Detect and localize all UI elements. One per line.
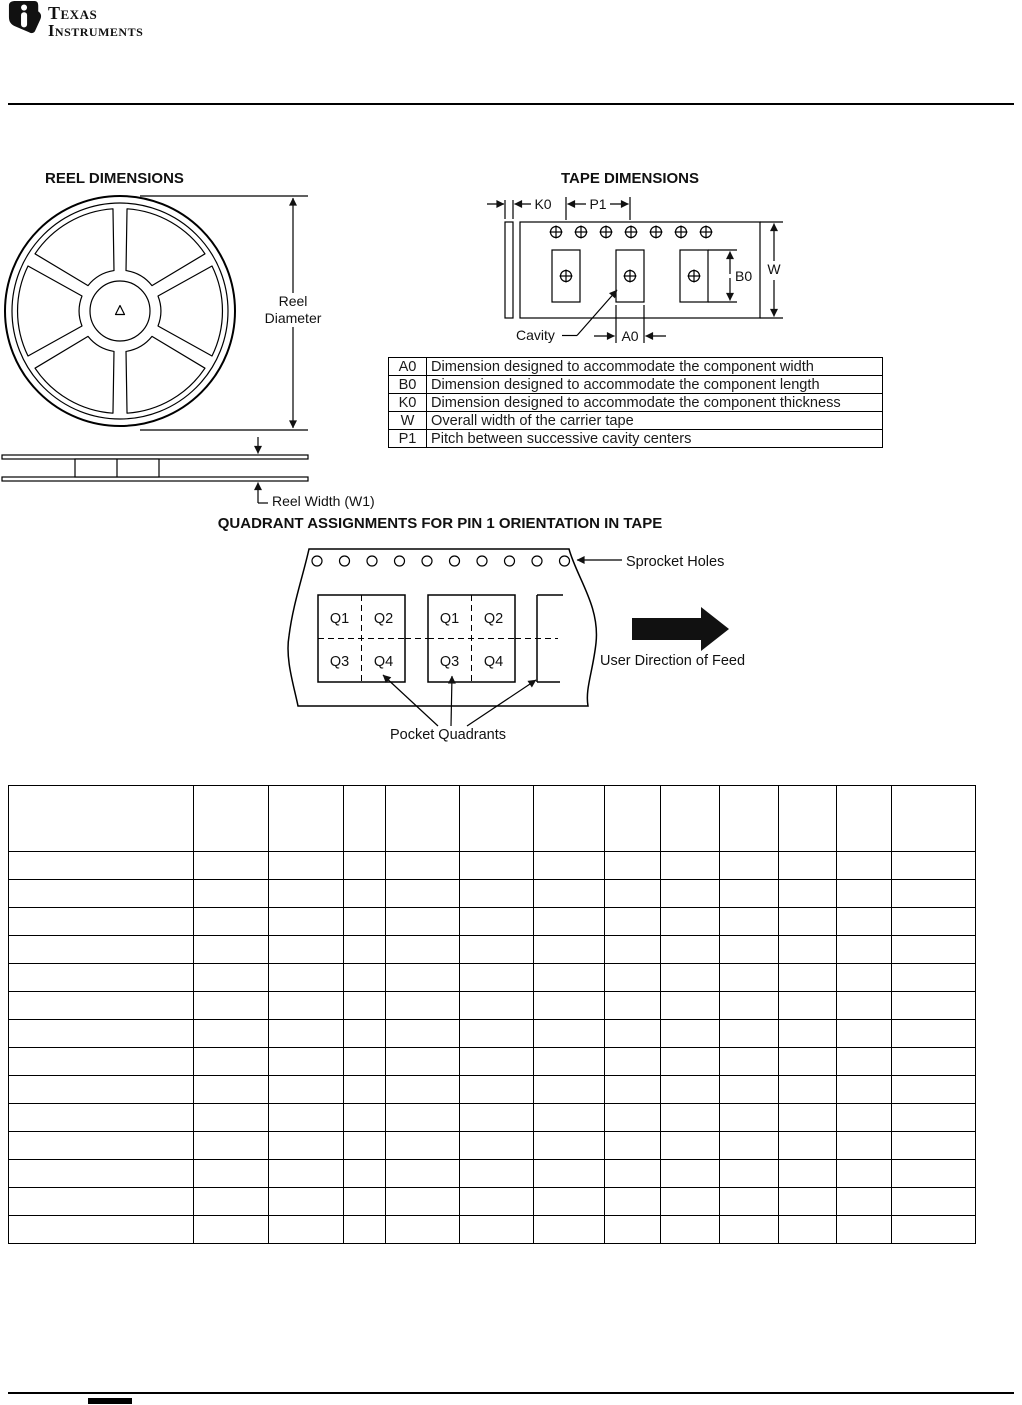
footer-mark <box>88 1398 132 1404</box>
p1-label: P1 <box>589 196 607 212</box>
pocket-2 <box>428 595 515 682</box>
spec-row <box>9 964 976 992</box>
bottom-rule <box>8 1392 1014 1394</box>
q2-label: Q2 <box>373 611 394 627</box>
spec-row <box>9 1104 976 1132</box>
a0-label: A0 <box>621 328 639 344</box>
spec-row <box>9 1132 976 1160</box>
spec-row <box>9 880 976 908</box>
spec-row <box>9 1216 976 1244</box>
q4-label: Q4 <box>373 654 394 670</box>
sprocket-callout <box>577 554 724 570</box>
w-label: W <box>767 261 781 277</box>
q1-label: Q1 <box>329 611 350 627</box>
ti-logo-icon <box>6 0 44 34</box>
spec-row <box>9 992 976 1020</box>
top-rule <box>8 103 1014 105</box>
b0-label: B0 <box>735 268 753 284</box>
spec-table-body <box>9 852 976 1244</box>
table-row: P1 Pitch between successive cavity centers <box>389 430 883 448</box>
feed-arrow-icon <box>632 607 729 651</box>
spec-row <box>9 1160 976 1188</box>
spec-row <box>9 936 976 964</box>
pocket-quadrants-label: Pocket Quadrants <box>389 727 507 743</box>
pocket-1 <box>318 595 405 682</box>
spec-row <box>9 1020 976 1048</box>
tape-figure <box>480 190 900 360</box>
reel-dimensions-title: REEL DIMENSIONS <box>45 170 184 187</box>
q3-label: Q3 <box>439 654 460 670</box>
q3-label: Q3 <box>329 654 350 670</box>
reel-diameter-label: Reel Diameter <box>245 293 341 327</box>
tape-edge-section <box>505 222 513 318</box>
table-row: K0 Dimension designed to accommodate the component thickness <box>389 394 883 412</box>
reel-figure <box>0 185 400 520</box>
table-row: B0 Dimension designed to accommodate the component length <box>389 376 883 394</box>
spec-row <box>9 1188 976 1216</box>
table-row: W Overall width of the carrier tape <box>389 412 883 430</box>
spec-row <box>9 1048 976 1076</box>
dimension-table <box>388 357 883 448</box>
quadrant-title: QUADRANT ASSIGNMENTS FOR PIN 1 ORIENTATION IN TAPE <box>217 515 663 532</box>
brand-line2: Instruments <box>48 21 144 40</box>
tape-cavities <box>552 250 708 302</box>
cavity-label: Cavity <box>516 327 555 343</box>
table-row: A0 Dimension designed to accommodate the component width <box>389 358 883 376</box>
q1-label: Q1 <box>439 611 460 627</box>
feed-direction <box>600 607 745 669</box>
reel-front-view <box>5 196 235 426</box>
spec-table <box>8 785 976 1244</box>
k0-dimension <box>487 196 552 219</box>
spec-row <box>9 1076 976 1104</box>
reel-side-view <box>2 455 308 481</box>
spec-header-row <box>9 786 976 852</box>
reel-width-dimension <box>258 437 268 503</box>
sprocket-holes-label: Sprocket Holes <box>626 554 725 570</box>
spec-row <box>9 852 976 880</box>
reel-width-label: Reel Width (W1) <box>272 493 375 509</box>
brand-line1: Texas <box>48 3 98 23</box>
tape-dimensions-title: TAPE DIMENSIONS <box>560 170 700 187</box>
feed-direction-label: User Direction of Feed <box>600 653 746 669</box>
spec-row <box>9 908 976 936</box>
q2-label: Q2 <box>483 611 504 627</box>
w-dimension <box>760 222 783 318</box>
q4-label: Q4 <box>483 654 504 670</box>
p1-dimension <box>566 196 630 220</box>
quadrant-figure <box>270 540 790 750</box>
k0-label: K0 <box>534 196 552 212</box>
